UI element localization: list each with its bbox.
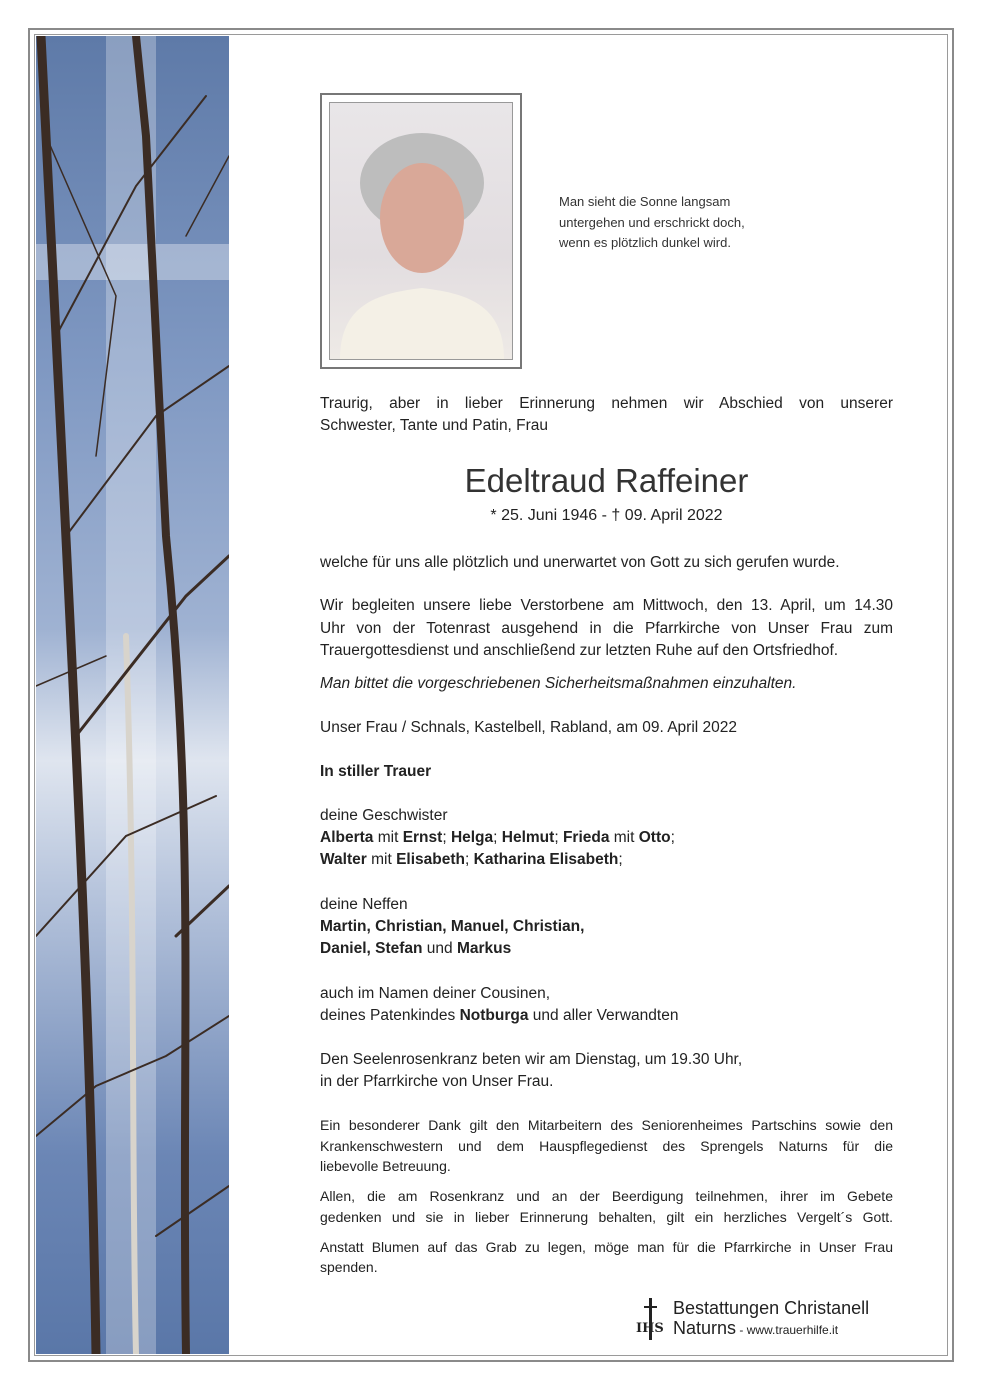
quote <box>559 192 745 254</box>
funeral-line: Wir begleiten unsere liebe Verstorbene am Mittwoch, den 13. April, um 14.30 <box>320 597 893 614</box>
flowers-line: Anstatt Blumen auf das Grab zu legen, möge man für die Pfarrkirche in Unser Frau <box>320 1239 893 1255</box>
gratitude-line: Allen, die am Rosenkranz und an der Beerdigung teilnehmen, ihrer im Gebete <box>320 1188 893 1204</box>
thanks-line: Ein besonderer Dank gilt den Mitarbeitern des Seniorenheimes Partschins sowie den <box>320 1117 893 1133</box>
funeral-line: Trauergottesdienst und anschließend zur letzten Ruhe auf den Ortsfriedhof. <box>320 642 839 659</box>
quote-line: Man sieht die Sonne langsam <box>559 194 731 209</box>
intro-line: Schwester, Tante und Patin, Frau <box>320 417 549 434</box>
siblings-line: Walter mit Elisabeth; Katharina Elisabeth; <box>320 851 623 868</box>
svg-text:IHS: IHS <box>636 1321 664 1336</box>
thanks-line: liebevolle Betreuung. <box>320 1158 451 1174</box>
rosary-line: Den Seelenrosenkranz beten wir am Dienstag, um 19.30 Uhr, <box>320 1051 743 1068</box>
portrait-photo <box>329 102 513 360</box>
logo-location: Naturns - www.trauerhilfe.it <box>673 1318 839 1338</box>
life-dates: * 25. Juni 1946 - † 09. April 2022 <box>490 507 723 524</box>
rosary-line: in der Pfarrkirche von Unser Frau. <box>320 1073 554 1090</box>
logo-url: - www.trauerhilfe.it <box>736 1323 839 1337</box>
called-text: welche für uns alle plötzlich und unerwartet von Gott zu sich gerufen wurde. <box>320 554 840 571</box>
funeral-home-logo <box>635 1298 870 1345</box>
cousins-line: deines Patenkindes Notburga und aller Verwandten <box>320 1007 679 1024</box>
quote-line: wenn es plötzlich dunkel wird. <box>559 235 731 250</box>
flowers-line: spenden. <box>320 1259 378 1275</box>
funeral-line: Uhr von der Totenrast ausgehend in die Pfarrkirche von Unser Frau zum <box>320 620 893 637</box>
nephews-line: Daniel, Stefan und Markus <box>320 940 512 957</box>
intro-line: Traurig, aber in lieber Erinnerung nehmen wir Abschied von unserer <box>320 395 893 412</box>
deceased-name: Edeltraud Raffeiner <box>464 462 749 499</box>
birch-branches-illustration <box>36 36 229 1354</box>
nephews-line: Martin, Christian, Manuel, Christian, <box>320 918 585 935</box>
quote-line: untergehen und erschrickt doch, <box>559 214 745 230</box>
mourning-heading: In stiller Trauer <box>320 763 432 780</box>
place-date: Unser Frau / Schnals, Kastelbell, Rabland, am 09. April 2022 <box>320 719 738 736</box>
gratitude-line: gedenken und sie in lieber Erinnerung behalten, gilt ein herzliches Vergelt´s Gott. <box>320 1209 893 1225</box>
logo-name: Bestattungen Christanell <box>673 1298 870 1318</box>
ihs-cross-icon <box>635 1298 667 1340</box>
siblings-label: deine Geschwister <box>320 807 448 824</box>
portrait-photo-frame <box>320 93 522 369</box>
cousins-line: auch im Namen deiner Cousinen, <box>320 985 551 1002</box>
birch-cross-image <box>36 36 229 1354</box>
nephews-label: deine Neffen <box>320 896 408 913</box>
siblings-line: Alberta mit Ernst; Helga; Helmut; Frieda mit Otto; <box>320 829 675 846</box>
safety-note: Man bittet die vorgeschriebenen Sicherheitsmaßnahmen einzuhalten. <box>320 675 797 692</box>
thanks-line: Krankenschwestern und dem Hauspflegedienst des Sprengels Naturns für die <box>320 1138 893 1154</box>
